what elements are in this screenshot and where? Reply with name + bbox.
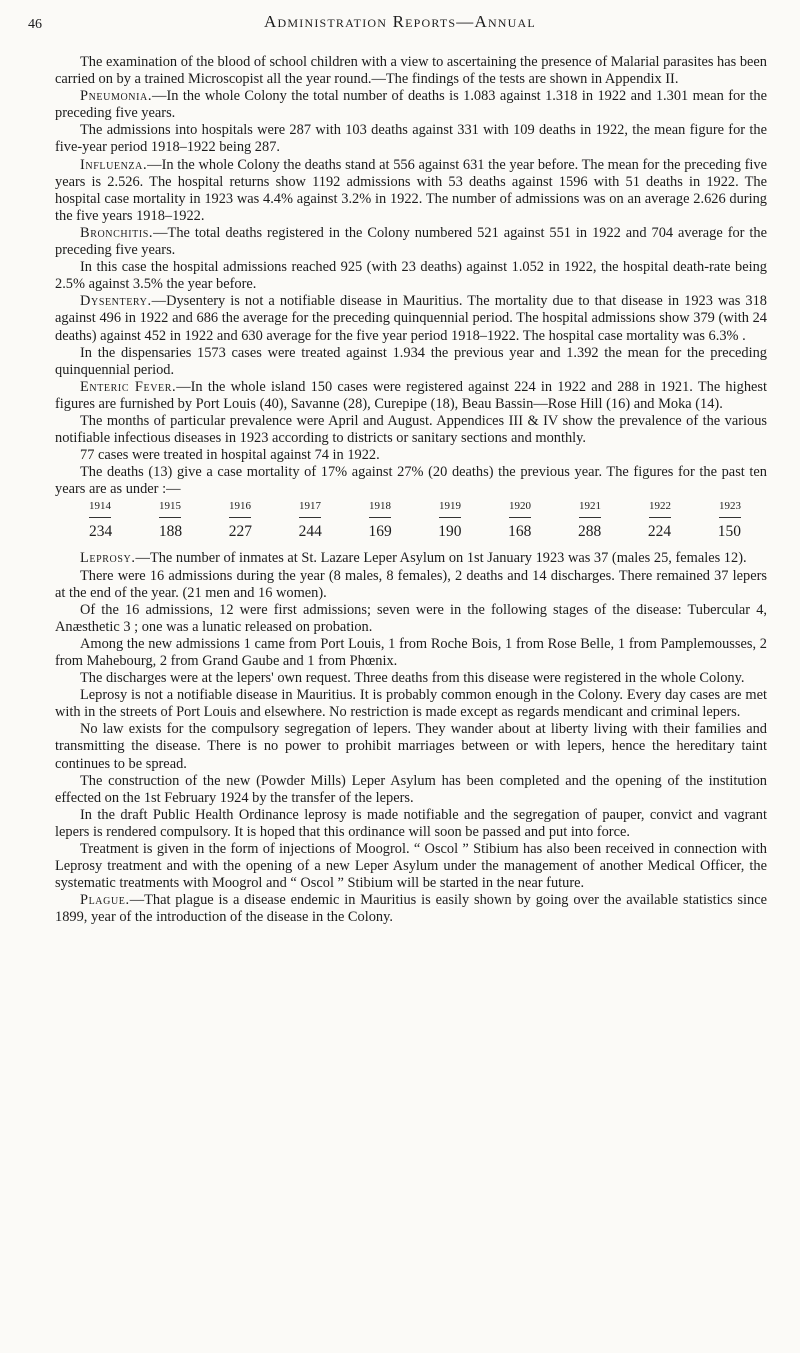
enteric-values-row (89, 523, 741, 541)
year-cell: 1915 (159, 500, 181, 518)
paragraph-text: Treatment is given in the form of injections of Moogrol. “ Oscol ” Stibium has also been received in connection with Leprosy treatment and with the opening of a new Leper Asylum under the management of another Medical Officer, the systematic treatments with Moogrol and “ Oscol ” Stibium will be started in the near future. (55, 841, 767, 892)
page-number: 46 (28, 17, 42, 32)
paragraphs-section-1 (55, 54, 767, 498)
paragraph-text: In the dispensaries 1573 cases were treated against 1.934 the previous year and 1.392 the mean for the preceding quinquennial period. (55, 344, 767, 378)
paragraph-text: 77 cases were treated in hospital against 74 in 1922. (80, 447, 380, 464)
year-cell: 1923 (719, 500, 741, 518)
year-cell: 1922 (649, 500, 671, 518)
year-cell: 1920 (509, 500, 531, 518)
section-paragraph (55, 379, 767, 413)
body-paragraph (55, 122, 767, 156)
body-paragraph (55, 568, 767, 602)
value-cell: 188 (158, 523, 183, 541)
value-cell: 190 (438, 523, 462, 541)
year-cell: 1917 (299, 500, 321, 518)
paragraphs-section-2 (55, 550, 767, 926)
section-paragraph (55, 550, 767, 567)
section-heading: Enteric Fever. (80, 378, 177, 395)
body-paragraph (55, 721, 767, 772)
section-paragraph (55, 293, 767, 344)
body-paragraph (55, 345, 767, 379)
paragraph-text: Leprosy is not a notifiable disease in Mauritius. It is probably common enough in the Colony. Every day cases are met with in the streets of Port Louis and elsewhere. No restriction is made except as regards mendicant and criminal lepers. (55, 687, 767, 721)
year-cell: 1918 (369, 500, 391, 518)
value-cell: 224 (647, 523, 672, 541)
value-cell: 227 (228, 523, 252, 541)
body-paragraph (55, 670, 767, 687)
paragraph-text: The examination of the blood of school children with a view to ascertaining the presence of Malarial parasites has been carried on by a trained Microscopist all the year round.—The findings of the tests are shown in Appendix II. (55, 54, 767, 88)
paragraph-text: Of the 16 admissions, 12 were first admissions; seven were in the following stages of the disease: Tubercular 4, Anæsthetic 3 ; one was a lunatic released on probation. (55, 601, 767, 635)
year-cell: 1916 (229, 500, 251, 518)
paragraph-text: —The number of inmates at St. Lazare Leper Asylum on 1st January 1923 was 37 (males 25, females 12). (135, 550, 747, 567)
paragraph-text: There were 16 admissions during the year (8 males, 8 females), 2 deaths and 14 discharges. There remained 37 lepers at the end of the year. (21 men and 16 women). (55, 567, 767, 601)
body-paragraph (55, 841, 767, 892)
body-paragraph (55, 259, 767, 293)
year-cell: 1914 (89, 500, 111, 518)
section-paragraph (55, 88, 767, 122)
year-cell: 1921 (579, 500, 601, 518)
paragraph-text: —That plague is a disease endemic in Mauritius is easily shown by going over the available statistics since 1899, year of the introduction of the disease in the Colony. (55, 892, 767, 926)
paragraph-text: In the draft Public Health Ordinance leprosy is made notifiable and the segregation of pauper, convict and vagrant lepers is rendered compulsory. It is hoped that this ordinance will soon be passed and put into force. (55, 806, 767, 840)
section-paragraph (55, 225, 767, 259)
section-paragraph (55, 157, 767, 225)
paragraph-text: No law exists for the compulsory segregation of lepers. They wander about at liberty living with their families and transmitting the disease. There is no power to prohibit marriages between or with lepers, hence the hereditary taint continues to be spread. (55, 721, 767, 772)
body-paragraph (55, 807, 767, 841)
body-paragraph (55, 773, 767, 807)
paragraph-text: The discharges were at the lepers' own request. Three deaths from this disease were registered in the whole Colony. (80, 670, 745, 687)
paragraph-text: Among the new admissions 1 came from Port Louis, 1 from Roche Bois, 1 from Rose Belle, 1 from Pamplemousses, 2 from Mahebourg, 2 from Grand Gaube and 1 from Phœnix. (55, 635, 767, 669)
paragraph-text: —The total deaths registered in the Colony numbered 521 against 551 in 1922 and 704 average for the preceding five years. (55, 224, 767, 259)
value-cell: 150 (717, 523, 741, 541)
section-heading: Leprosy. (80, 550, 136, 567)
body-paragraph (55, 687, 767, 721)
paragraph-text: The admissions into hospitals were 287 with 103 deaths against 331 with 109 deaths in 1922, the mean figure for the five-year period 1918–1922 being 287. (55, 122, 767, 156)
section-heading: Dysentery. (80, 293, 152, 310)
value-cell: 169 (368, 523, 392, 541)
value-cell: 234 (89, 523, 113, 541)
body-paragraph (55, 602, 767, 636)
paragraph-text: —In the whole Colony the deaths stand at 556 against 631 the year before. The mean for the preceding five years is 2.526. The hospital returns show 1192 admissions with 53 deaths against 1596 with 51 deaths in 1922. The hospital case mortality in 1923 was 4.4% against 3.2% in 1922. The number of admissions was on an average 2.626 during the five years 1918–1922. (55, 156, 767, 224)
page-header (28, 12, 772, 38)
paragraph-text: The deaths (13) give a case mortality of 17% against 27% (20 deaths) the previous year. The figures for the past ten years are as under :— (55, 464, 767, 498)
body-paragraph (55, 447, 767, 464)
section-heading: Plague. (80, 892, 130, 909)
value-cell: 244 (298, 523, 322, 541)
value-cell: 288 (578, 523, 602, 541)
paragraph-text: In this case the hospital admissions reached 925 (with 23 deaths) against 1.052 in 1922, the hospital death-rate being 2.5% against 3.5% the year before. (55, 259, 767, 293)
body-paragraph (55, 54, 767, 88)
paragraph-text: —Dysentery is not a notifiable disease in Mauritius. The mortality due to that disease in 1923 was 318 against 496 in 1922 and 686 the average for the preceding quinquennial period. The hospital admissions show 379 (with 24 deaths) against 452 in 1922 and 630 average for the five year period 1918–1922. The hospital case mortality was 6.3% . (55, 293, 767, 344)
paragraph-text: The construction of the new (Powder Mills) Leper Asylum has been completed and the opening of the institution effected on the 1st February 1924 by the transfer of the lepers. (55, 772, 767, 806)
document-body (55, 54, 767, 927)
paragraph-text: The months of particular prevalence were April and August. Appendices III & IV show the prevalence of the various notifiable infectious diseases in 1923 according to districts or sanitary sections and monthly. (55, 412, 767, 447)
section-heading: Bronchitis. (80, 224, 154, 241)
running-title: Administration Reports—Annual (264, 12, 536, 31)
section-paragraph (55, 892, 767, 926)
paragraph-text: —In the whole Colony the total number of deaths is 1.083 against 1.318 in 1922 and 1.301 mean for the preceding five years. (55, 88, 767, 122)
body-paragraph (55, 413, 767, 447)
enteric-years-row (89, 500, 741, 518)
body-paragraph (55, 636, 767, 670)
year-cell: 1919 (439, 500, 461, 518)
body-paragraph (55, 464, 767, 498)
section-heading: Influenza. (80, 156, 148, 173)
value-cell: 168 (508, 523, 532, 541)
paragraph-text: —In the whole island 150 cases were registered against 224 in 1922 and 288 in 1921. The highest figures are furnished by Port Louis (40), Savanne (28), Curepipe (18), Beau Bassin—Rose Hill (16) and Moka (14). (55, 378, 768, 412)
section-heading: Pneumonia. (80, 88, 153, 105)
